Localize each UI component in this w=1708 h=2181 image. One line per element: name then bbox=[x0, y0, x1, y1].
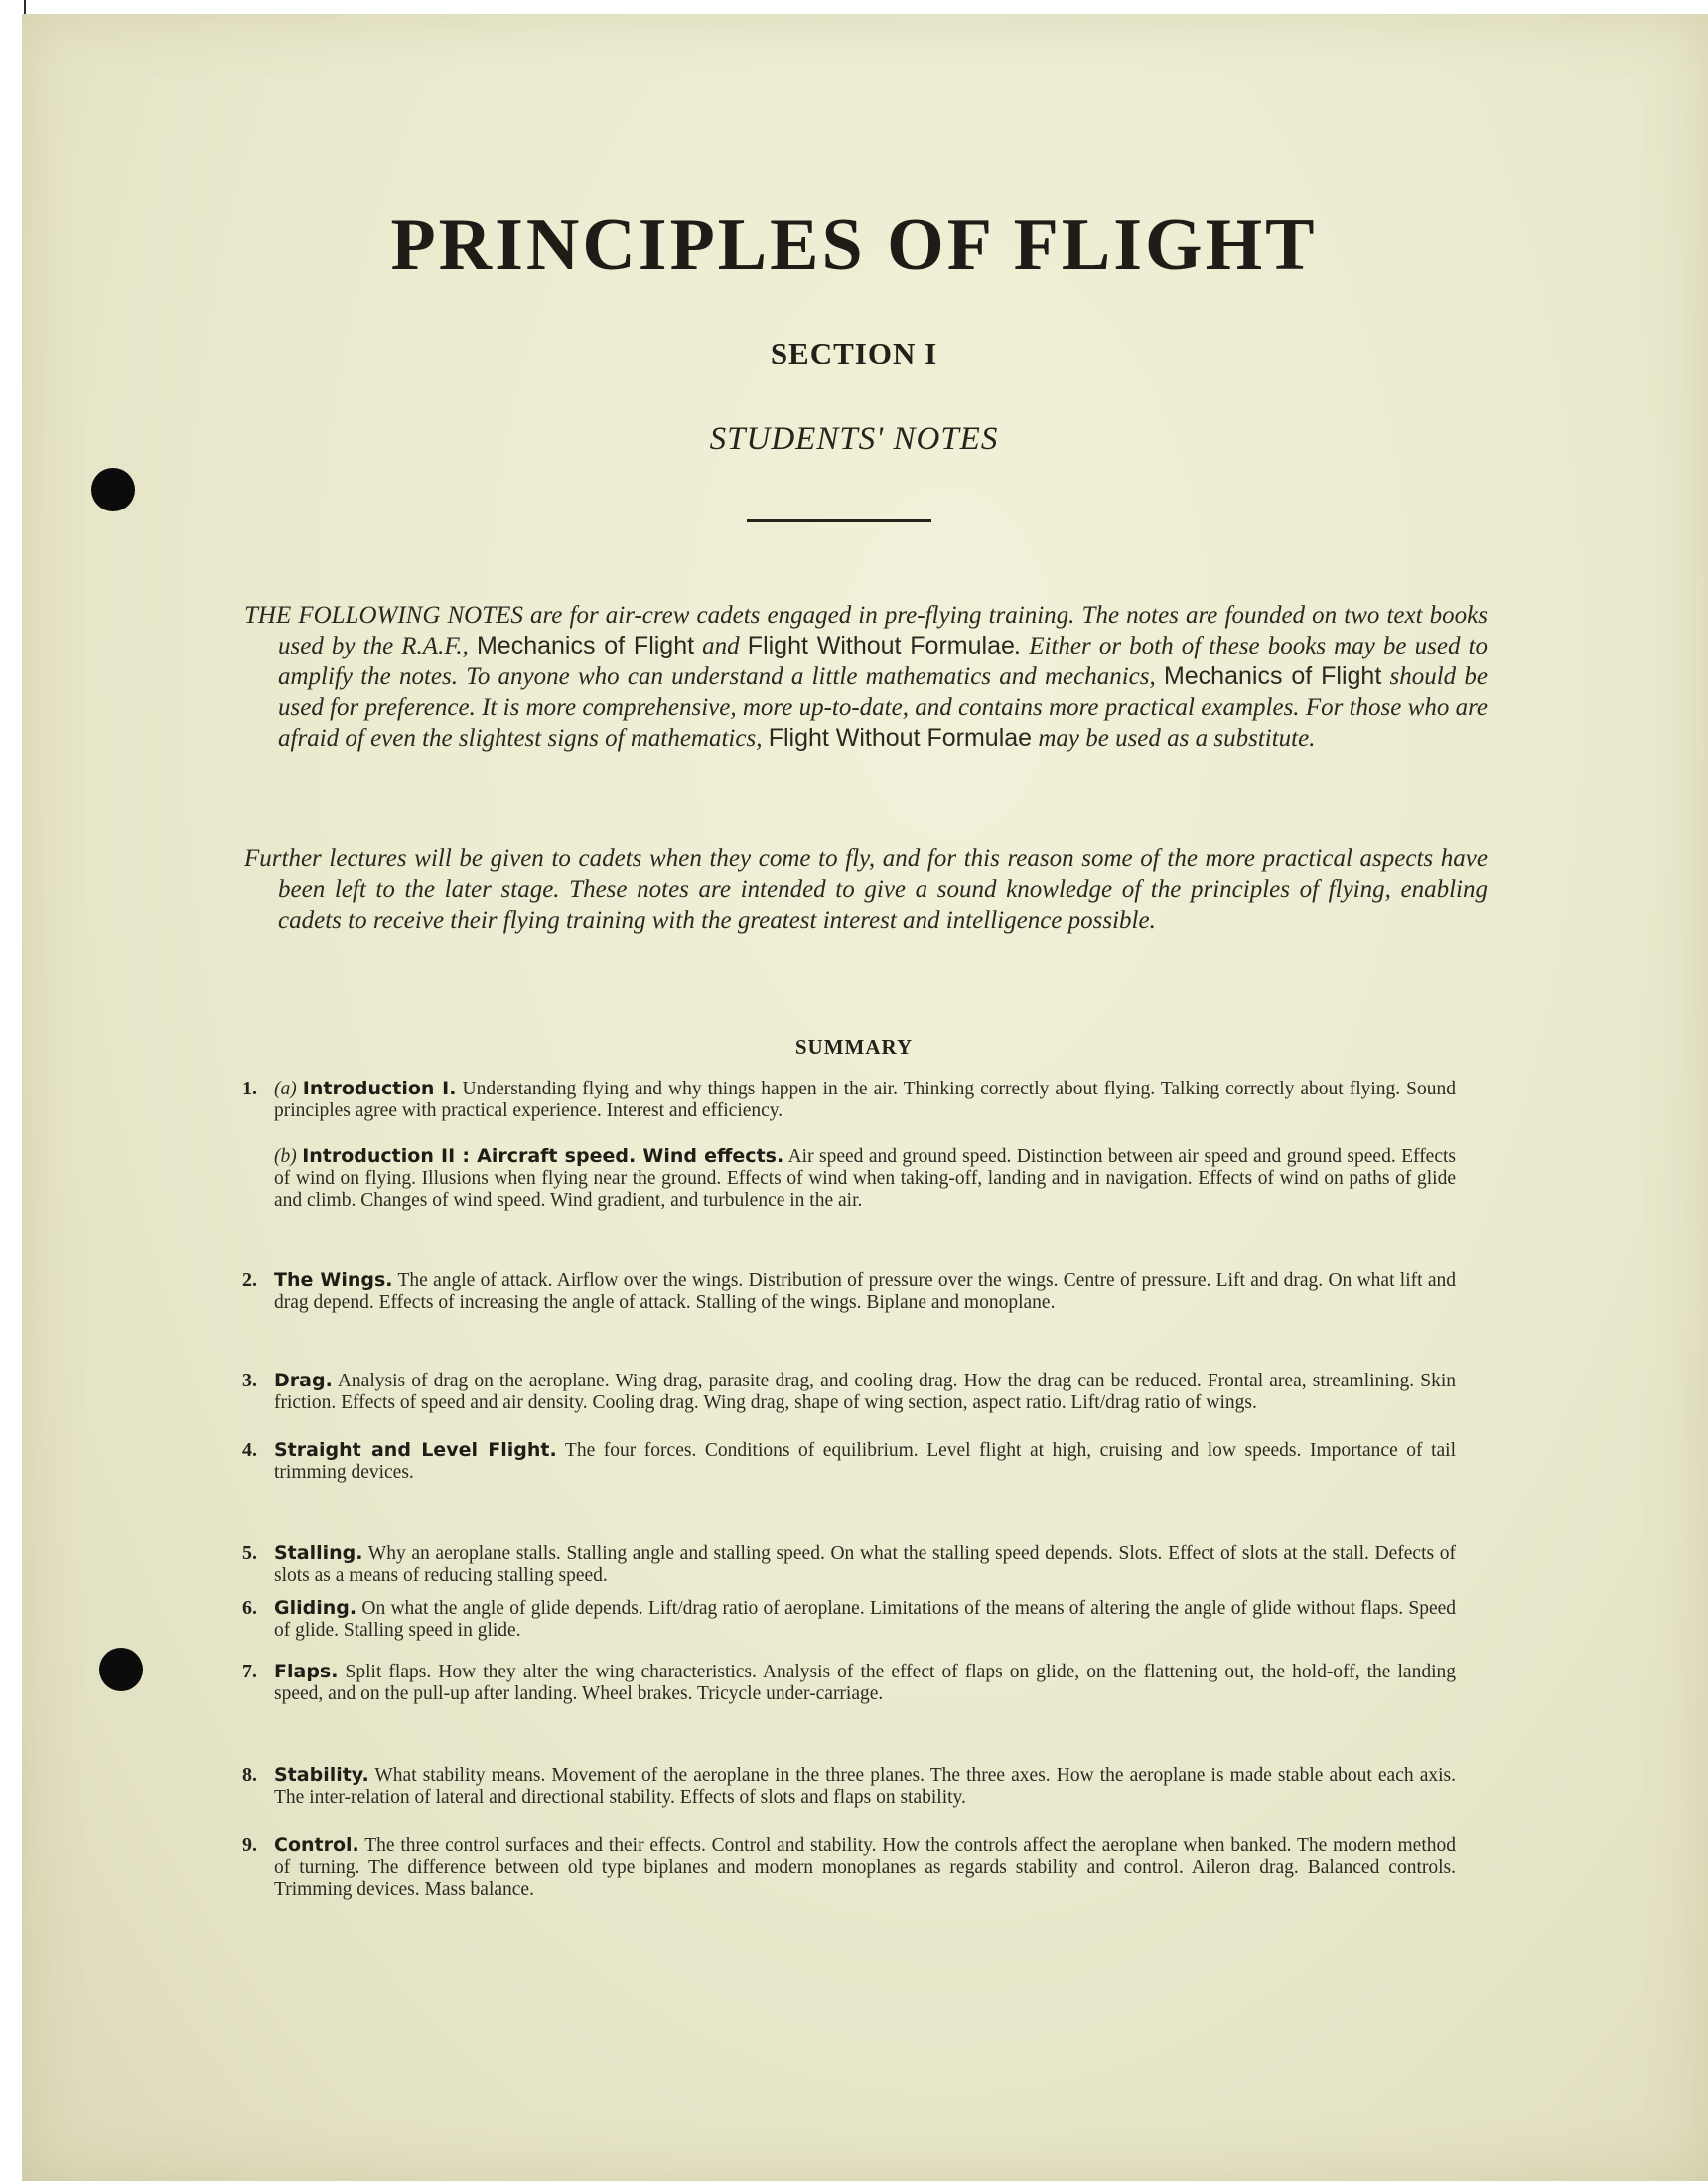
summary-item-number: 5. bbox=[242, 1542, 257, 1564]
summary-item-number: 9. bbox=[242, 1834, 257, 1856]
summary-item-number: 8. bbox=[242, 1764, 257, 1786]
summary-item-topic: Straight and Level Flight. bbox=[274, 1439, 557, 1461]
summary-item-topic: Gliding. bbox=[274, 1597, 357, 1619]
page-title: PRINCIPLES OF FLIGHT bbox=[390, 205, 1318, 286]
summary-item-body bbox=[274, 1597, 1456, 1642]
section-heading: SECTION I bbox=[770, 336, 938, 370]
summary-item-body bbox=[274, 1269, 1456, 1314]
title-divider bbox=[747, 519, 931, 522]
intro-text-run: may be used as a substitute. bbox=[1032, 725, 1316, 752]
intro-text-run: . Either or both of these books may be used to amplify the notes. To anyone who can understand a little mathematics and mechanics, bbox=[278, 633, 1489, 690]
summary-item-topic: Control. bbox=[274, 1834, 359, 1856]
summary-item-number: 1. bbox=[242, 1078, 257, 1099]
summary-item-body bbox=[274, 1661, 1456, 1705]
book-title: Mechanics of Flight bbox=[476, 632, 695, 659]
summary-item-body bbox=[274, 1370, 1456, 1414]
intro-text-run: and bbox=[694, 633, 748, 659]
intro-paragraph-2: Further lectures will be given to cadets when they come to fly, and for this reason some of the more practical aspects have been left to the later stage. These notes are intended to give a sound knowledge of the principles of flying, enabling cadets to receive their flying training with the greatest interest and intelligence possible. bbox=[244, 845, 1488, 934]
intro-text-run: should be used for preference. It is more comprehensive, more up-to-date, and contains more practical examples. For those who are afraid of even the slightest signs of mathematics, bbox=[278, 663, 1488, 752]
summary-item-body bbox=[274, 1078, 1456, 1122]
book-title: Flight Without Formulae bbox=[747, 632, 1015, 659]
summary-item-body bbox=[274, 1145, 1456, 1212]
summary-item-number: 3. bbox=[242, 1370, 257, 1391]
summary-item-marker: (b) bbox=[274, 1146, 297, 1167]
punch-hole-top bbox=[91, 468, 135, 511]
summary-item-number: 6. bbox=[242, 1597, 257, 1619]
summary-item-body bbox=[274, 1439, 1456, 1484]
summary-item-text: The four forces. Conditions of equilibrium. Level flight at high, cruising and low speeds. Importance of tail trimming devices. bbox=[274, 1440, 1456, 1483]
summary-item-body bbox=[274, 1542, 1456, 1587]
book-title: Flight Without Formulae bbox=[768, 724, 1033, 752]
summary-item-body bbox=[274, 1764, 1456, 1809]
summary-item-number: 7. bbox=[242, 1661, 257, 1682]
summary-item-topic: Introduction I. bbox=[302, 1078, 457, 1099]
summary-item-text: Why an aeroplane stalls. Stalling angle and stalling speed. On what the stalling speed depends. Slots. Effect of slots at the stall. Defects of slots as a means of reducing stalling speed. bbox=[274, 1543, 1456, 1586]
summary-item-text: What stability means. Movement of the aeroplane in the three planes. The three axes. How the aeroplane is made stable about each axis. The inter-relation of lateral and directional stability. Effects of slots and flaps on stability. bbox=[274, 1765, 1456, 1808]
punch-hole-bottom bbox=[99, 1648, 143, 1691]
summary-item-topic: The Wings. bbox=[274, 1269, 393, 1291]
summary-item-text: Analysis of drag on the aeroplane. Wing drag, parasite drag, and cooling drag. How the drag can be reduced. Frontal area, streamlining. Skin friction. Effects of speed and air density. Cooling drag. Wing drag, shape of wing section, aspect ratio. Lift/drag ratio of wings. bbox=[274, 1371, 1456, 1413]
summary-item-body bbox=[274, 1834, 1456, 1901]
summary-item-topic: Stalling. bbox=[274, 1542, 363, 1564]
summary-item-number: 4. bbox=[242, 1439, 257, 1461]
intro-paragraph-1 bbox=[244, 600, 1488, 754]
intro-text-run: THE FOLLOWING NOTES are for air-crew cadets engaged in pre-flying training. The notes are founded on two text books used by the R.A.F., bbox=[244, 602, 1488, 659]
summary-item-topic: Stability. bbox=[274, 1764, 369, 1786]
summary-item-text: The three control surfaces and their effects. Control and stability. How the controls affect the aeroplane when banked. The modern method of turning. The difference between old type biplanes and modern monoplanes as regards stability and control. Aileron drag. Balanced controls. Trimming devices. Mass balance. bbox=[274, 1835, 1456, 1900]
summary-item-text: The angle of attack. Airflow over the wings. Distribution of pressure over the wings. Centre of pressure. Lift and drag. On what lift and drag depend. Effects of increasing the angle of attack. Stalling of the wings. Biplane and monoplane. bbox=[274, 1270, 1456, 1313]
summary-item-text: Understanding flying and why things happen in the air. Thinking correctly about flying. Talking correctly about flying. Sound principles agree with practical experience. Interest and efficiency. bbox=[274, 1079, 1457, 1121]
summary-item-topic: Drag. bbox=[274, 1370, 333, 1391]
summary-item-marker: (a) bbox=[274, 1079, 297, 1099]
students-notes-subtitle: STUDENTS' NOTES bbox=[709, 421, 999, 457]
summary-item-topic: Introduction II : Aircraft speed. Wind effects. bbox=[302, 1145, 784, 1167]
summary-item-text: Air speed and ground speed. Distinction between air speed and ground speed. Effects of wind on flying. Illusions when flying near the ground. Effects of wind when taking-off, landing and in navigation. Effects of wind on paths of glide and climb. Changes of wind speed. Wind gradient, and turbulence in the air. bbox=[274, 1146, 1456, 1211]
summary-item-topic: Flaps. bbox=[274, 1661, 339, 1682]
book-title: Mechanics of Flight bbox=[1163, 662, 1382, 690]
summary-item-text: On what the angle of glide depends. Lift/drag ratio of aeroplane. Limitations of the means of altering the angle of glide without flaps. Speed of glide. Stalling speed in glide. bbox=[274, 1598, 1457, 1641]
summary-item-number: 2. bbox=[242, 1269, 257, 1291]
summary-heading: SUMMARY bbox=[794, 1035, 914, 1059]
summary-item-text: Split flaps. How they alter the wing characteristics. Analysis of the effect of flaps on glide, on the flattening out, the hold-off, the landing speed, and on the pull-up after landing. Wheel brakes. Tricycle under-carriage. bbox=[274, 1662, 1457, 1704]
